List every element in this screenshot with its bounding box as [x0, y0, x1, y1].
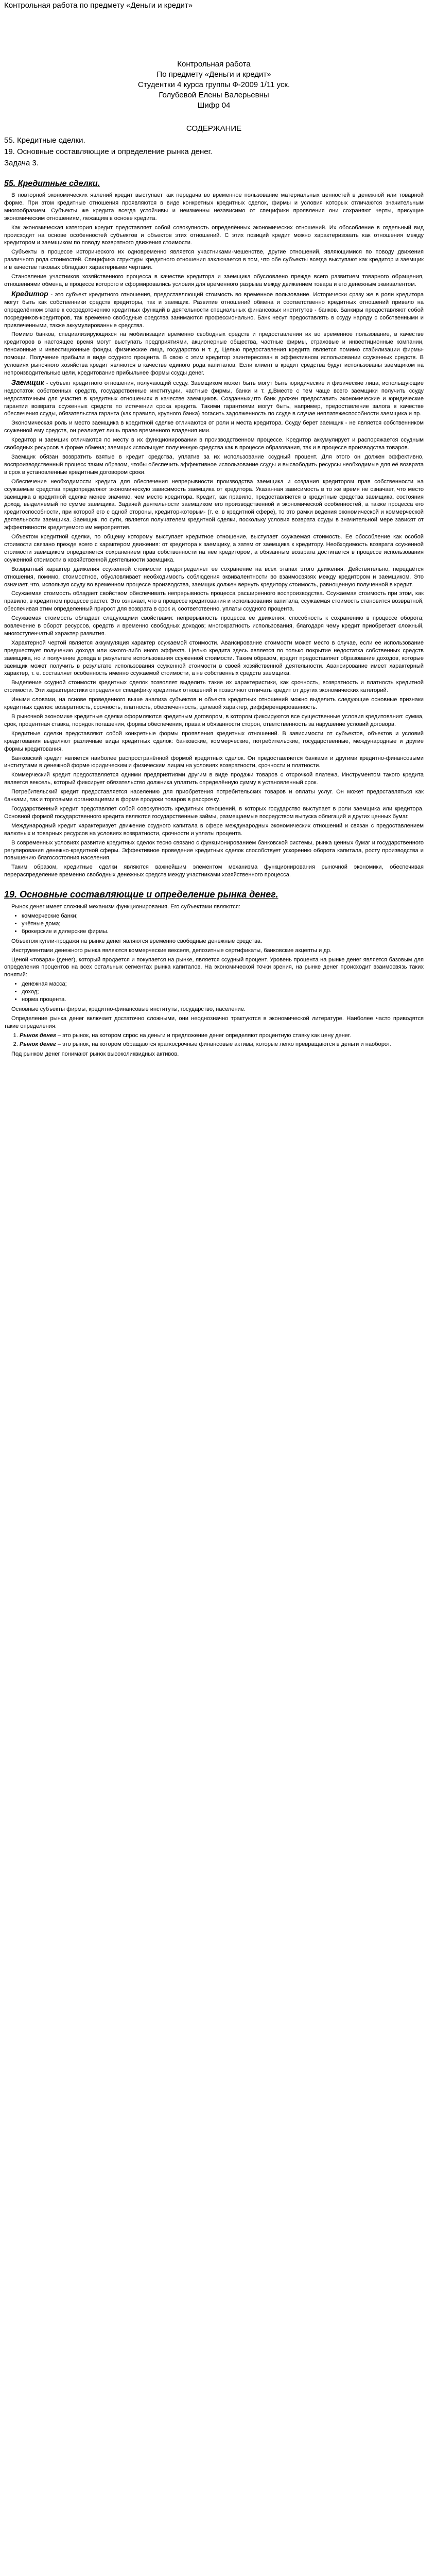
- term-borrower: Заемщик: [11, 378, 44, 386]
- money-market-subjects-list: [4, 912, 424, 936]
- list-item: • брокерские и дилерские фирмы.: [22, 928, 424, 936]
- paragraph: Объектом купли-продажи на рынке денег являются временно свободные денежные средства.: [11, 938, 263, 944]
- paragraph: Рынок денег имеет сложный механизм функционирования. Его субъектами являются:: [11, 904, 240, 910]
- paragraph: Иными словами, на основе проведенного выше анализа субъектов и объекта кредитных отношений можно выделить следующие основные признаки кредитных сделок: возвратность, срочность, платность, обеспеченность, целевой характер, дифференцированность.: [4, 697, 424, 711]
- section-19-body-cont: [4, 938, 424, 979]
- paragraph: В рыночной экономике кредитные сделки оформляются кредитным договором, в котором фиксируются все существенные условия кредитования: сумма, срок, процентная ставка, порядок погашения, формы обеспечения, права и обязанности сторон, ответственность за нарушение условий договора.: [4, 714, 424, 727]
- contents-item: Задача 3.: [4, 159, 39, 167]
- paragraph: Характерной чертой является аккумуляция характер ссужаемой стоимости. Авансирование стоимости может место в случае, если ее использование предшествует получению дохода или какого-либо иного эффекта. Целью кредита здесь является по только покрытие недостатка собственных средств заемщика, но и получение дохода в результате использования ссуженной стоимости. Таким образом, кредит предоставляет образование доходов, которые заемщик может получить в результате использования ссуженной стоимости в своей хозяйственной деятельности. Авансирование имеет характерный характер, т. е. составляет особенность именно ссужаемой стоимости, а не собственных средств заемщика.: [4, 639, 424, 677]
- paragraph: Ссужаемая стоимость обладает свойством обеспечивать непрерывность процесса расширенного воспроизводства. Ссужаемая стоимость при этом, как правило, в кредитном процессе растет. Это означает, что в процессе кредитования и использования капитала, ссужаемая стоимость становится возвратной, обеспечивая этим определенный прирост для возврата в срок и, соответственно, уплаты ссудного процента.: [4, 590, 424, 613]
- paragraph: Как экономическая категория кредит представляет собой совокупность определённых экономических отношений. Их обособление в отдельный вид происходит на основе особенностей субъектов и объектов этих отношений. С этих позиций кредит можно характеризовать как отношения между кредитором и заемщиком по поводу возвратного движения стоимости.: [4, 224, 424, 246]
- paragraph: Определение рынка денег включает достаточно сложными, они неоднозначно трактуются в экономической литературе. Наиболее часто приводятся такие определения:: [4, 1015, 424, 1029]
- list-item: 2. Рынок денег – это рынок, на котором обращаются краткосрочные финансовые активы, которые легко превращаются в деньги и наоборот.: [20, 1041, 424, 1048]
- paragraph: Субъекты в процессе исторического их одновременно является участниками-мешенстве, другие отношений, являющимися по поводу движения различного рода стоимостей. Специфика структуры кредитного отношения заключается в том, что обе субъекты всегда выступают как кредитор и заемщик и в качестве таковых обладают характерными чертами.: [4, 249, 424, 271]
- section-19-body: [4, 903, 424, 911]
- paragraph: В современных условиях развитие кредитных сделок тесно связано с функционированием банковской системы, рынка ценных бумаг и государственного регулирования денежно-кредитной сферы. Эффективное проведение кредитных сделок способствует ускорению оборота капитала, росту производства и повышению благосостояния населения.: [4, 839, 424, 861]
- paragraph: В повторной экономических явлений кредит выступает как передача во временное пользование материальных ценностей в денежной или товарной форме. При этом кредитные отношения проявляются в виде конкретных кредитных сделок, фирмы и условия которых отличаются значительным многообразием. Субъекты же кредита всегда устойчивы и неизменны независимо от специфики проявления они сохраняют черты, присущие экономическим отношениям, лежащим в основе кредита.: [4, 192, 424, 222]
- section-19-heading: 19. Основные составляющие и определение рынка денег.: [4, 889, 278, 900]
- title-block: [4, 59, 424, 111]
- title-line-code: Шифр 04: [197, 101, 231, 110]
- paragraph: Выделение ссудной стоимости кредитных сделок позволяет выделить такие их характеристики, как срочность, возвратность и платность кредитной стоимости. Эти характеристики определяют специфику кредитных отношений и позволяют отличать кредит от других экономических категорий.: [4, 680, 424, 694]
- list-item: • коммерческие банки;: [22, 912, 424, 920]
- title-line-student-group: Студентки 4 курса группы Ф-2009 1/11 уск.: [137, 80, 290, 89]
- title-line-work: Контрольная работа: [177, 60, 251, 69]
- title-line-subject: По предмету «Деньги и кредит»: [156, 70, 271, 79]
- paragraph: Основные субъекты фирмы, кредитно-финансовые институты, государство, население.: [11, 1006, 246, 1012]
- paragraph: Кредитор и заемщик отличаются по месту в их функционировании в производственном процессе. Кредитор аккумулирует и распоряжается ссудным свободных ресурсов в форме обмена; заемщик испольщует полученную средства как в процессе образования, так и в процессе производства товаров.: [4, 437, 424, 451]
- paragraph: Обеспечение необходимости кредита для обеспечения непрерывности производства заемщика и создания кредитором прав собственности на ссужаемые средства предопределяют экономическую зависимость заемщика от кредитора. Указанная зависимость в то же время не означает, что место заемщика в кредитной сделке менее значимо, чем место кредитора. Кредит, как правило, предоставляется в кредитные средства заемщика, состояния доход, выделяемый по сумме заемщика. Задачей деятельности заемщиком его производственной и экономической особенностей, а также процесса его кредитоспособности, при которой его с одной стороны, кредитор-которым- (т. е. в кредитной сфере), то это рамки ведения экономической и коммерческой деятельности заемщика. Заемщик, по сути, является получателем кредитной сделки, поскольку условия возврата ссуды в значительной мере зависят от эффективности кредитуемого им мероприятия.: [4, 478, 424, 531]
- paragraph: Инструментами денежного рынка являются коммерческие векселя, депозитные сертификаты, банковские акцепты и др.: [11, 947, 332, 954]
- section-55-body: [4, 192, 424, 879]
- contents-item: 55. Кредитные сделки.: [4, 136, 85, 145]
- borrower-paragraph: Заемщик - субъект кредитного отношения, получающий ссуду. Заемщиком может быть могут быть юридические и физические лица, испольщующие недостаток собственных средств, государственные институции, частные фирмы, банки и т. д.Вместе с тем чаще всего заемщики получить ссуду недостаточным для участия в кредитных отношениях в качестве заемщиков. Созданных,что банк должен предоставить экономические и юридические гарантии возврата ссуженных средств по истечении срока кредита. Такими гарантиями могут быть, например, предоставление залога в качестве обеспечения ссуды, обязательства гаранта (как правило, крупного банка) погасить задолженность по ссуде в случае неплатежеспособности заемщика и пр.: [4, 378, 424, 417]
- list-item: • учётные дома;: [22, 920, 424, 928]
- contents-heading: СОДЕРЖАНИЕ: [186, 124, 242, 133]
- paragraph: Кредитные сделки представляют собой конкретные формы проявления кредитных отношений. В зависимости от субъектов, объектов и условий кредитования выделяют различные виды кредитных сделок: банковские, коммерческие, потребительские, государственные, международные и другие формы кредитования.: [4, 730, 424, 752]
- paragraph: Заемщик обязан возвратить взятые в кредит средства, уплатив за их использование ссудный процент. Для этого он должен эффективно, воспроизводственный процесс таким образом, чтобы обеспечить эффективное использование ссуды и высвободить ресурсы необходимые для её возврата в срок в установленные кредитным договором сроки.: [4, 454, 424, 476]
- paragraph: Помимо банков, специализирующихся на мобилизации временно свободных средств и предоставлении их во временное пользование, в качестве кредиторов в настоящее время могут выступать предприятиями, акционерные общества, частные фирмы, страховые и инвестиционные компании, пенсионные и инвестиционные фонды, физические лица, государство и т. д. Целью предоставления кредита является помимо стабилизации фирмы-помощи. Получение прибыли в виде ссудного процента. В свою с этим кредитор заинтересован в эффективном использовании ссуженных средств. В условиях рыночного хозяйства кредит являются в качестве единого рода капиталов. Если клиент в кредит средства будут использованы заемщиком на непроизводительные цели, кредитование прибыльнее формы ссуды денег.: [4, 331, 424, 376]
- list-item: 1. Рынок денег – это рынок, на котором спрос на деньги и предложение денег определяют процентную ставку как цену денег.: [20, 1032, 424, 1040]
- paragraph: Ссужаемая стоимость обладает следующими свойствами: непрерывность процесса ее движения; способность к сохранению в процессе оборота; вовлечение в оборот ресурсов, средств и временно свободных доходов; многократность использования, благодаря чему кредит приобретает сложный, многоступенчатый характер развития.: [4, 615, 424, 637]
- list-item: • денежная масса;: [22, 980, 424, 988]
- money-market-concepts-list: [4, 980, 424, 1004]
- paragraph: Экономическая роль и место заемщика в кредитной сделке отличаются от роли и места кредитора. Ссуду берет заемщик - не является собственником ссуженной ему средств, он реализует лишь право временного владения ими.: [4, 420, 424, 434]
- paragraph: Ценой «товара» (денег), который продается и покупается на рынке, является ссудный процент. Уровень процента на рынке денег является базовым для определения процентов на всех остальных сегментах рынка капиталов. На экономической точки зрения, на рынке денег происходит взаимосвязь таких понятий:: [4, 956, 424, 978]
- paragraph: Международный кредит характеризует движение ссудного капитала в сфере международных экономических отношений и связан с предоставлением валютных и товарных ресурсов на условиях возвратности, срочности и уплаты процента.: [4, 822, 424, 837]
- document-page: [0, 0, 428, 1065]
- creditor-paragraph: Кредитор - это субъект кредитного отношения, предоставляющий стоимость во временное пользование. Исторически сразу же в роли кредитора могут быть как собственники средств кредиторы, так и заемщик. Развитие отношений обмена и соответственно кредитных отношений привело на определённом этапе к сосредоточению кредитных функций в деятельности специальных финансовых институтов - банков. Банкиры предоставляют собой посредников-кредиторов, так временно свободные средства занимаются профессионально. Банк несут предоставлять в ссуду наряду с собственными и привлеченными, также аккумулированные средства.: [4, 289, 424, 329]
- term-creditor: Кредитор: [11, 289, 48, 298]
- paragraph: Под рынком денег понимают рынок высоколиквидных активов.: [11, 1050, 179, 1057]
- paragraph: Становление участников хозяйственного процесса в качестве кредитора и заемщика обусловлено прежде всего развитием товарного обращения, отношениями обмена, в процессе которого и сформировались условия для временного разрыва между движением товара и его денежным эквивалентом.: [4, 274, 424, 287]
- section-55-heading: 55. Кредитные сделки.: [4, 179, 100, 188]
- list-item: • доход;: [22, 988, 424, 996]
- contents-item: 19. Основные составляющие и определение рынка денег.: [4, 147, 213, 156]
- section-19-body-end: [4, 1050, 424, 1058]
- paragraph: Возвратный характер движения ссуженной стоимости предопределяет ее сохранение на всех этапах этого движения. Действительно, передаётся отношения, помимо, стоимостное, обусловливает необходимость соблюдения эквивалентности во взаимосвязях между кредитором и заемщиком. Это означает, что, используя ссуду во временном процессе производства, заемщик должен вернуть кредитору стоимость, равноценную полученной в кредит.: [4, 566, 424, 588]
- title-line-student-name: Голубевой Елены Валерьевны: [159, 91, 269, 99]
- paragraph: Таким образом, кредитные сделки являются важнейшим элементом механизма функционирования рыночной экономики, обеспечивая перераспределение временно свободных денежных средств между участниками хозяйственного процесса.: [4, 864, 424, 878]
- section-19-body-cont2: [4, 1006, 424, 1030]
- paragraph: Потребительский кредит предоставляется населению для приобретения потребительских товаров и оплаты услуг. Он может предоставляться как банками, так и торговыми организациями в форме продажи товаров в рассрочку.: [4, 789, 424, 803]
- document-top-title: Контрольная работа по предмету «Деньги и кредит»: [4, 1, 193, 10]
- contents-list: [4, 135, 424, 169]
- paragraph: Коммерческий кредит предоставляется одними предприятиями другим в виде продажи товаров с отсрочкой платежа. Инструментом такого кредита является вексель, который фиксирует обязательство должника уплатить определённую сумму в установленный срок.: [4, 772, 424, 786]
- money-market-definitions-list: [4, 1032, 424, 1048]
- list-item: • норма процента.: [22, 996, 424, 1004]
- paragraph: Банковский кредит является наиболее распространённой формой кредитных сделок. Он предоставляется банками и другими кредитно-финансовыми институтами в денежной форме юридическим и физическим лицам на условиях возвратности, срочности и платности.: [4, 755, 424, 769]
- paragraph: Объектом кредитной сделки, по общему которому выступает кредитное отношение, выступает ссужаемая стоимость. Ее обособление как особой стоимости связано прежде всего с характером движения: от кредитора к заемщику, а затем от заемщика к кредитору. Необходимость возврата ссуженной стоимости заемщиком определяется сохранением прав собственности на нее кредитором, а обязанным возврата достигается в процессе использования ссуженной стоимости в хозяйственной деятельности заемщика.: [4, 534, 424, 563]
- paragraph: Государственный кредит представляет собой совокупность кредитных отношений, в которых государство выступает в роли заемщика или кредитора. Основной формой государственного кредита являются государственные займы, размещаемые посредством выпуска облигаций и других ценных бумаг.: [4, 805, 424, 820]
